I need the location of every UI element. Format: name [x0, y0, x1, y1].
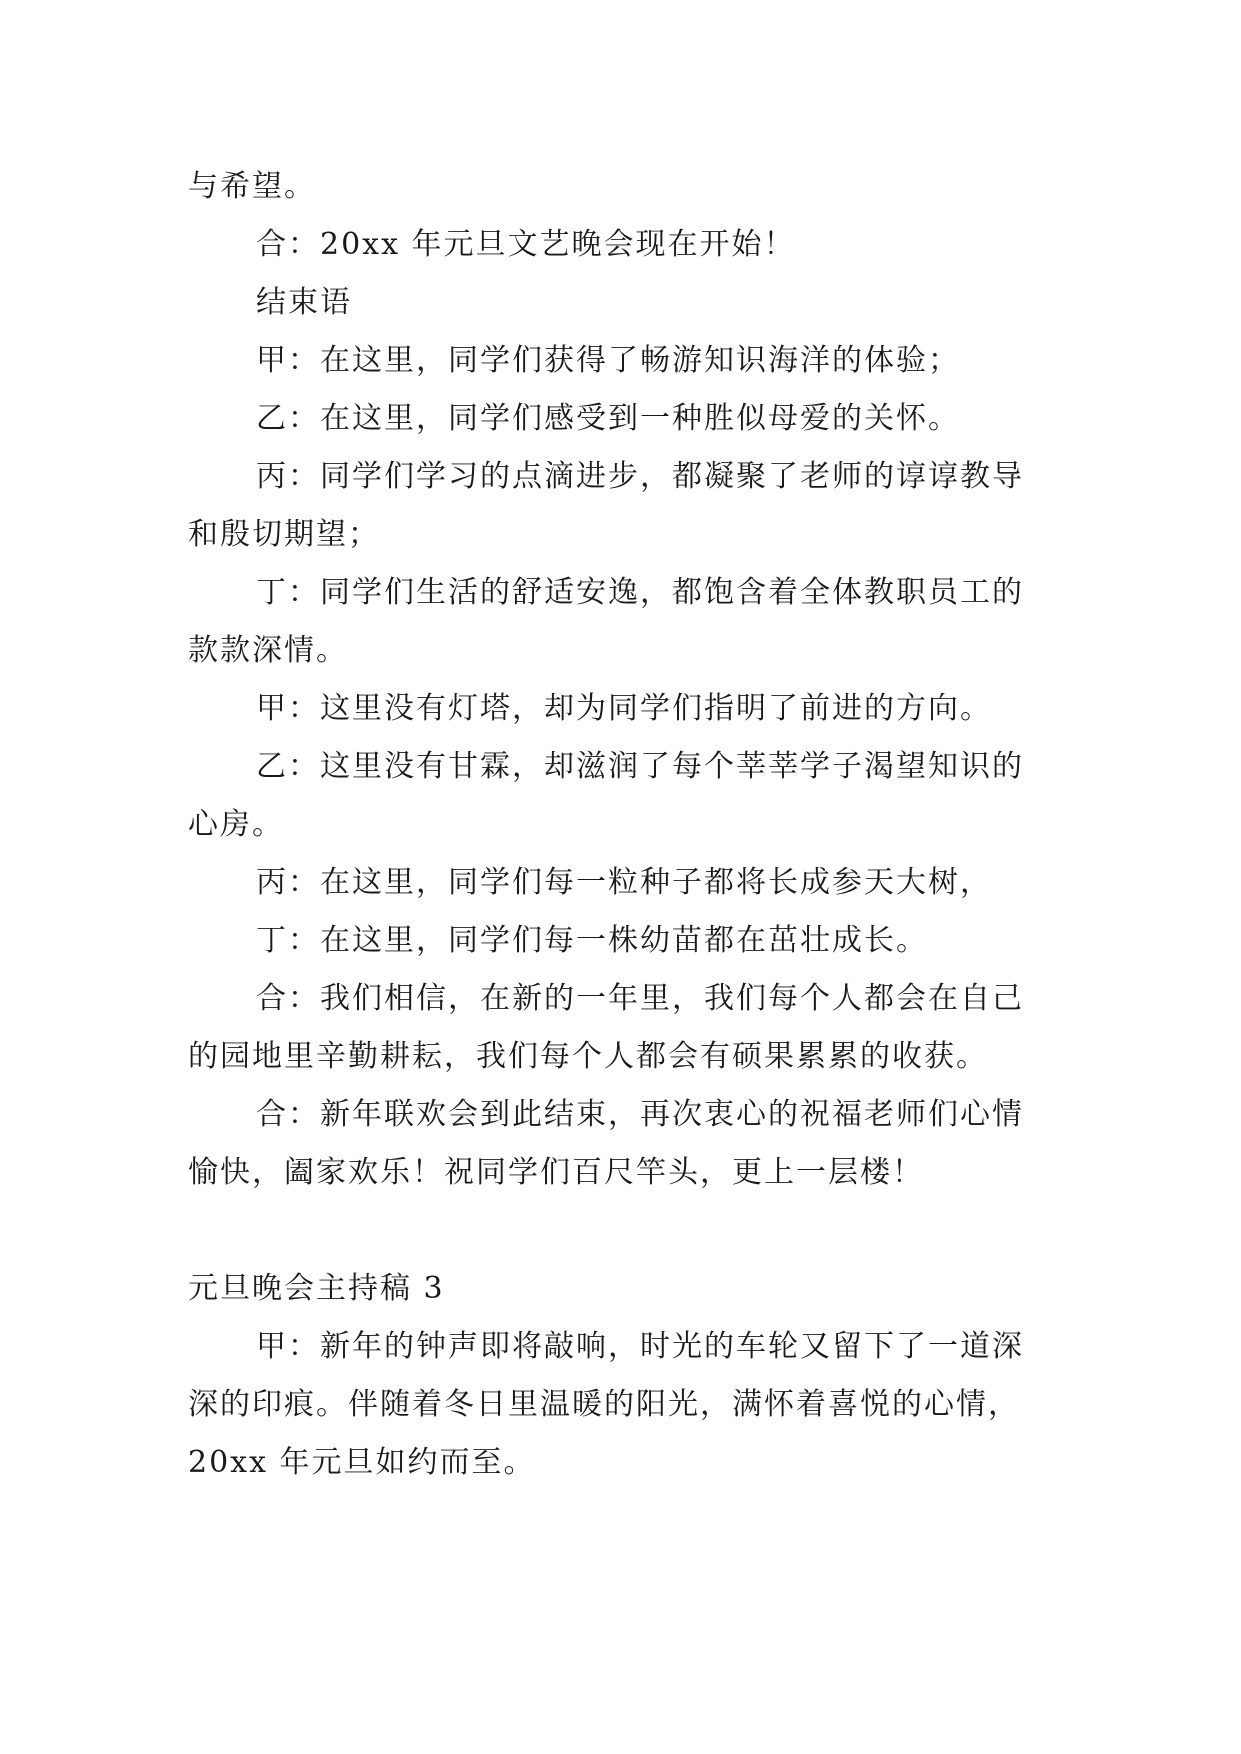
text-line: 的园地里辛勤耕耘，我们每个人都会有硕果累累的收获。 [188, 1039, 988, 1074]
text-line: 和殷切期望； [188, 517, 380, 552]
text-line: 丁：在这里，同学们每一株幼苗都在茁壮成长。 [256, 923, 928, 958]
text-line: 合：20xx 年元旦文艺晚会现在开始！ [256, 227, 796, 262]
text-line: 丁：同学们生活的舒适安逸，都饱含着全体教职员工的 [256, 575, 1024, 610]
paragraph-gap [188, 1202, 1058, 1260]
text-line: 乙：这里没有甘霖，却滋润了每个莘莘学子渴望知识的 [256, 749, 1024, 784]
text-line: 合：我们相信，在新的一年里，我们每个人都会在自己 [256, 981, 1024, 1016]
text-line: 深的印痕。伴随着冬日里温暖的阳光，满怀着喜悦的心情， [188, 1387, 1020, 1422]
text-line: 20xx 年元旦如约而至。 [188, 1445, 536, 1480]
text-line: 与希望。 [188, 169, 316, 204]
text-line: 乙：在这里，同学们感受到一种胜似母爱的关怀。 [256, 401, 960, 436]
section-heading: 结束语 [256, 285, 352, 320]
text-line: 心房。 [188, 807, 284, 842]
document-body [188, 158, 1058, 1492]
text-line: 丙：同学们学习的点滴进步，都凝聚了老师的谆谆教导 [256, 459, 1024, 494]
section-title: 元旦晚会主持稿 3 [188, 1271, 445, 1306]
text-line: 款款深情。 [188, 633, 348, 668]
text-line: 甲：新年的钟声即将敲响，时光的车轮又留下了一道深 [256, 1329, 1024, 1364]
text-line: 丙：在这里，同学们每一粒种子都将长成参天大树， [256, 865, 992, 900]
text-line: 甲：在这里，同学们获得了畅游知识海洋的体验； [256, 343, 960, 378]
text-line: 甲：这里没有灯塔，却为同学们指明了前进的方向。 [256, 691, 992, 726]
text-line: 愉快，阖家欢乐！祝同学们百尺竿头，更上一层楼！ [188, 1155, 924, 1190]
text-line: 合：新年联欢会到此结束，再次衷心的祝福老师们心情 [256, 1097, 1024, 1132]
